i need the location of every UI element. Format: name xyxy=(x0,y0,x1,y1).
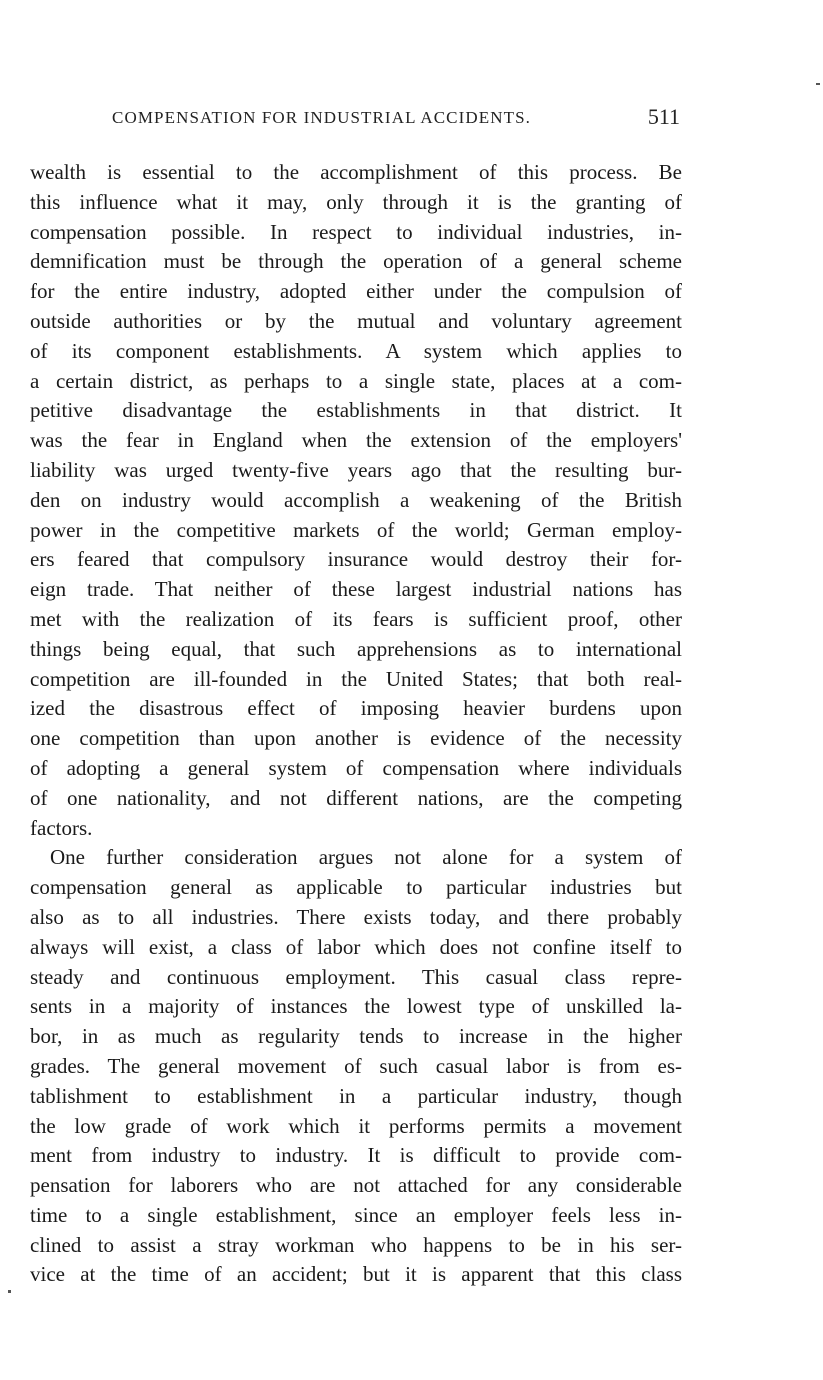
text-line: pensation for laborers who are not attached for any considerable xyxy=(30,1173,682,1198)
text-line: demnification must be through the operation of a general scheme xyxy=(30,249,682,274)
text-line: vice at the time of an accident; but it is apparent that this class xyxy=(30,1262,682,1287)
text-line: ment from industry to industry. It is difficult to provide com- xyxy=(30,1143,682,1168)
stray-mark-top-right xyxy=(816,83,820,85)
text-line: bor, in as much as regularity tends to increase in the higher xyxy=(30,1024,682,1049)
paragraph xyxy=(30,158,682,843)
text-line: steady and continuous employment. This casual class repre- xyxy=(30,964,682,989)
text-line: competition are ill-founded in the United States; that both real- xyxy=(30,666,682,691)
stray-mark-left-margin xyxy=(8,1290,11,1293)
text-line: things being equal, that such apprehensions as to international xyxy=(30,636,682,661)
body-text xyxy=(30,158,682,1290)
running-head: COMPENSATION FOR INDUSTRIAL ACCIDENTS. xyxy=(112,108,531,127)
text-line: wealth is essential to the accomplishment of this process. Be xyxy=(30,160,682,184)
text-line: sents in a majority of instances the lowest type of unskilled la- xyxy=(30,994,682,1019)
text-line: also as to all industries. There exists today, and there probably xyxy=(30,904,682,929)
text-line: One further consideration argues not alone for a system of xyxy=(50,845,682,870)
text-line: this influence what it may, only through it is the granting of xyxy=(30,189,682,214)
text-line: of its component establishments. A system which applies to xyxy=(30,338,682,363)
text-line: factors. xyxy=(30,815,93,840)
text-line: one competition than upon another is evidence of the necessity xyxy=(30,726,682,751)
page-number: 511 xyxy=(647,104,680,129)
text-line: always will exist, a class of labor which does not confine itself to xyxy=(30,934,682,959)
text-line: of one nationality, and not different nations, are the competing xyxy=(30,785,682,810)
text-line: power in the competitive markets of the world; German employ- xyxy=(30,517,682,542)
text-line: petitive disadvantage the establishments in that district. It xyxy=(30,398,682,423)
paragraph-container xyxy=(30,158,682,1290)
text-line: liability was urged twenty-five years ago that the resulting bur- xyxy=(30,457,682,482)
text-line: the low grade of work which it performs permits a movement xyxy=(30,1113,682,1138)
text-line: outside authorities or by the mutual and voluntary agreement xyxy=(30,308,682,333)
text-line: time to a single establishment, since an employer feels less in- xyxy=(30,1202,682,1227)
text-line: clined to assist a stray workman who happens to be in his ser- xyxy=(30,1232,682,1257)
text-line: ers feared that compulsory insurance would destroy their for- xyxy=(30,547,682,572)
text-line: was the fear in England when the extension of the employers' xyxy=(30,428,682,453)
text-line: tablishment to establishment in a particular industry, though xyxy=(30,1083,682,1108)
text-line: grades. The general movement of such casual labor is from es- xyxy=(30,1053,682,1078)
paragraph xyxy=(30,843,682,1290)
text-line: a certain district, as perhaps to a single state, places at a com- xyxy=(30,368,682,393)
text-line: den on industry would accomplish a weakening of the British xyxy=(30,487,682,512)
text-line: ized the disastrous effect of imposing heavier burdens upon xyxy=(30,696,682,721)
text-line: of adopting a general system of compensation where individuals xyxy=(30,755,682,780)
text-line: compensation general as applicable to particular industries but xyxy=(30,875,682,900)
text-line: eign trade. That neither of these largest industrial nations has xyxy=(30,577,682,602)
page-header xyxy=(30,104,682,134)
text-line: met with the realization of its fears is sufficient proof, other xyxy=(30,606,682,631)
text-line: compensation possible. In respect to individual industries, in- xyxy=(30,219,682,244)
text-line: for the entire industry, adopted either under the compulsion of xyxy=(30,279,682,304)
